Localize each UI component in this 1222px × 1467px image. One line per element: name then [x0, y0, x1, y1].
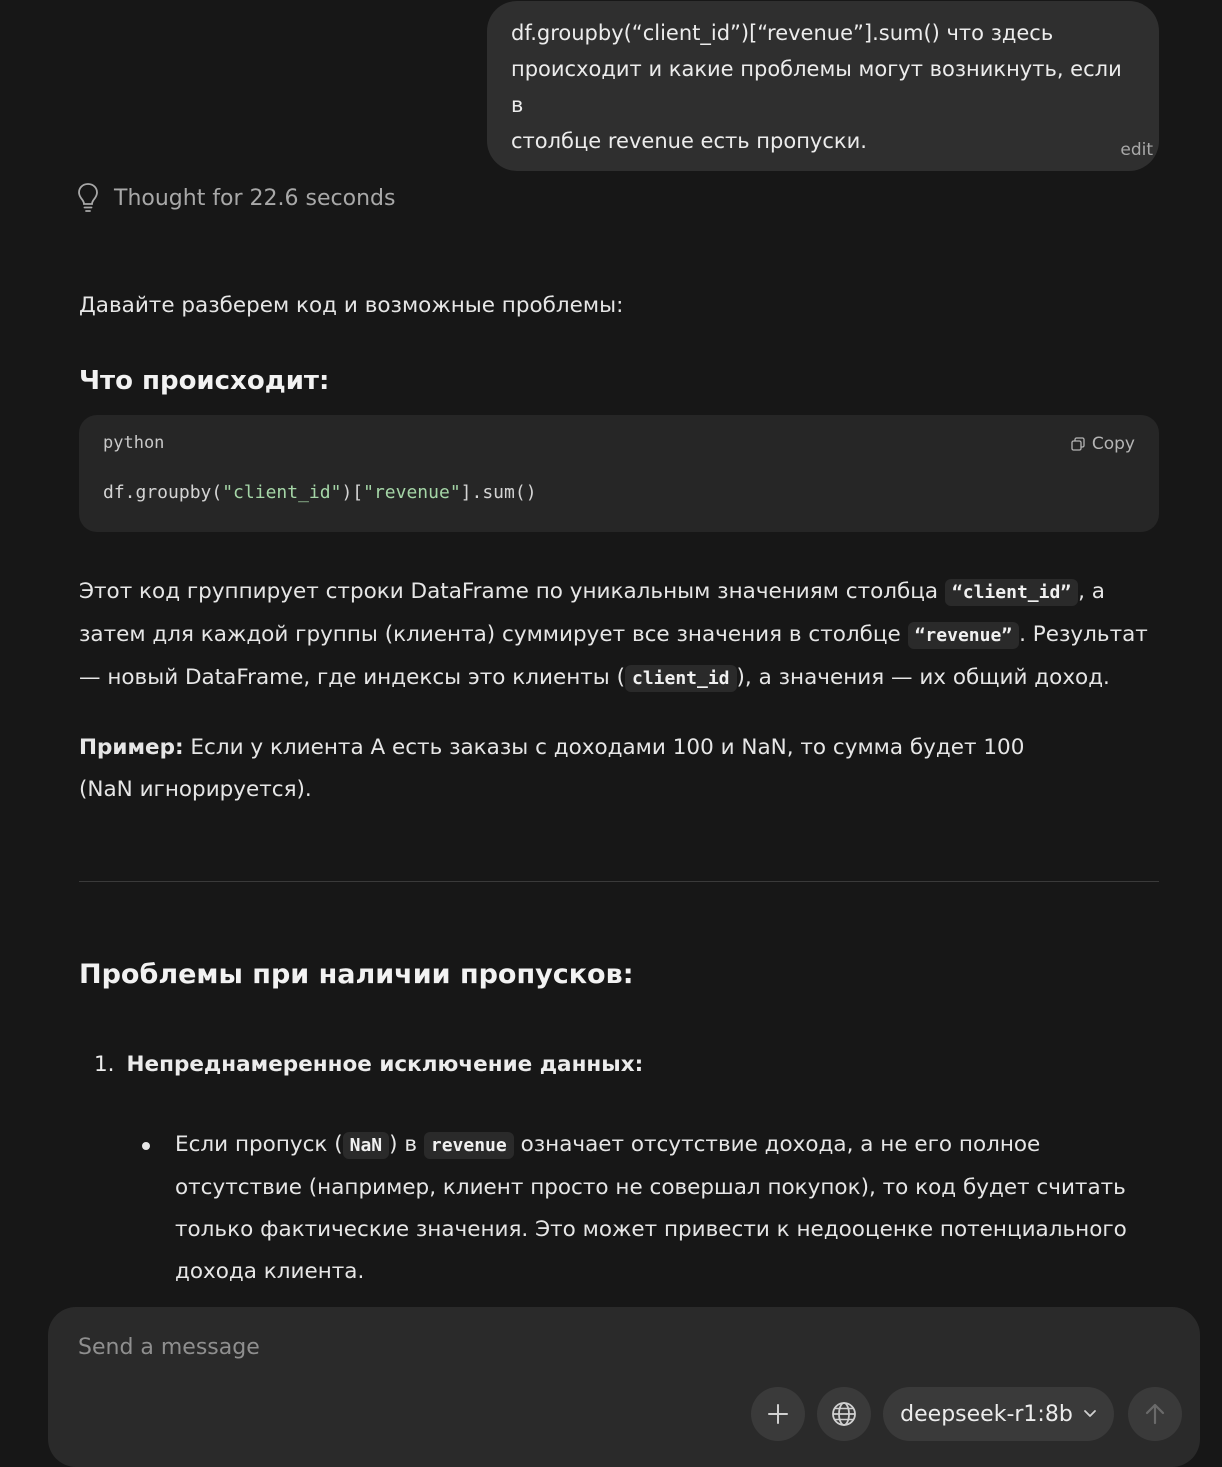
user-message-line: df.groupby(“client_id”)[“revenue”].sum() что здесь	[511, 21, 1054, 45]
code-block	[79, 415, 1159, 532]
edit-message-button[interactable]: edit	[1120, 140, 1153, 160]
text-span: означает отсутствие дохода, а не его полное отсутствие (например, клиент просто не совершал покупок), то код будет считать только фактические значения. Это может привести к недооценке потенциального дохода клиента.	[175, 1132, 1127, 1284]
example-paragraph	[79, 727, 1059, 811]
copy-code-button[interactable]	[1071, 434, 1135, 454]
inline-code: client_id	[625, 665, 737, 692]
code-string-token: "revenue"	[363, 482, 461, 503]
code-string-token: "client_id"	[222, 482, 342, 503]
section-heading: Что происходит:	[79, 366, 330, 396]
inline-code: revenue	[424, 1132, 514, 1159]
answer-intro: Давайте разберем код и возможные проблемы:	[79, 293, 624, 318]
inline-code: “revenue”	[908, 622, 1020, 649]
code-language-label: python	[103, 433, 165, 453]
explanation-paragraph	[79, 571, 1159, 700]
message-composer	[48, 1307, 1200, 1467]
divider	[79, 881, 1159, 882]
globe-icon	[831, 1401, 857, 1427]
section-heading: Проблемы при наличии пропусков:	[79, 959, 634, 990]
add-attachment-button[interactable]	[751, 1387, 805, 1441]
list-number: 1.	[94, 1052, 115, 1077]
text-span: ), а значения — их общий доход.	[736, 665, 1110, 690]
text-span: Если пропуск (	[175, 1132, 343, 1157]
text-span: ) в	[389, 1132, 424, 1157]
message-input[interactable]: Send a message	[78, 1335, 260, 1360]
inline-code: “client_id”	[945, 579, 1078, 606]
chevron-down-icon	[1083, 1409, 1097, 1419]
model-name: deepseek-r1:8b	[900, 1401, 1073, 1427]
inline-code: NaN	[343, 1132, 390, 1159]
user-message-line: происходит и какие проблемы могут возникнуть, если в	[511, 57, 1122, 117]
plus-icon	[767, 1403, 789, 1425]
user-message-line: столбце revenue есть пропуски.	[511, 129, 867, 153]
text-span: Этот код группирует строки DataFrame по уникальным значениям столбца	[79, 579, 945, 604]
example-text: Если у клиента A есть заказы с доходами 100 и NaN, то сумма будет 100 (NaN игнорируется).	[79, 735, 1025, 802]
code-line	[103, 482, 537, 503]
list-item	[94, 1052, 643, 1077]
copy-label: Copy	[1091, 434, 1135, 454]
text-span: . Результат — новый DataFrame, где индексы это клиенты (	[79, 622, 1148, 690]
copy-icon	[1071, 437, 1085, 451]
lightbulb-icon	[76, 182, 100, 214]
code-token: )[	[341, 482, 364, 503]
user-message-bubble	[487, 1, 1159, 171]
send-button[interactable]	[1128, 1387, 1182, 1441]
arrow-up-icon	[1144, 1402, 1166, 1426]
code-token: df.groupby(	[103, 482, 223, 503]
list-item-title: Непреднамеренное исключение данных:	[126, 1052, 644, 1077]
model-selector[interactable]	[883, 1387, 1114, 1441]
code-token: ].sum()	[460, 482, 537, 503]
bullet-text	[175, 1124, 1155, 1293]
thought-toggle[interactable]	[76, 182, 395, 214]
bullet-dot	[142, 1142, 150, 1150]
web-search-button[interactable]	[817, 1387, 871, 1441]
thought-label: Thought for 22.6 seconds	[114, 185, 396, 211]
example-label: Пример:	[79, 735, 184, 760]
text-span: , а затем для каждой группы (клиента) суммирует все значения в столбце	[79, 579, 1105, 647]
